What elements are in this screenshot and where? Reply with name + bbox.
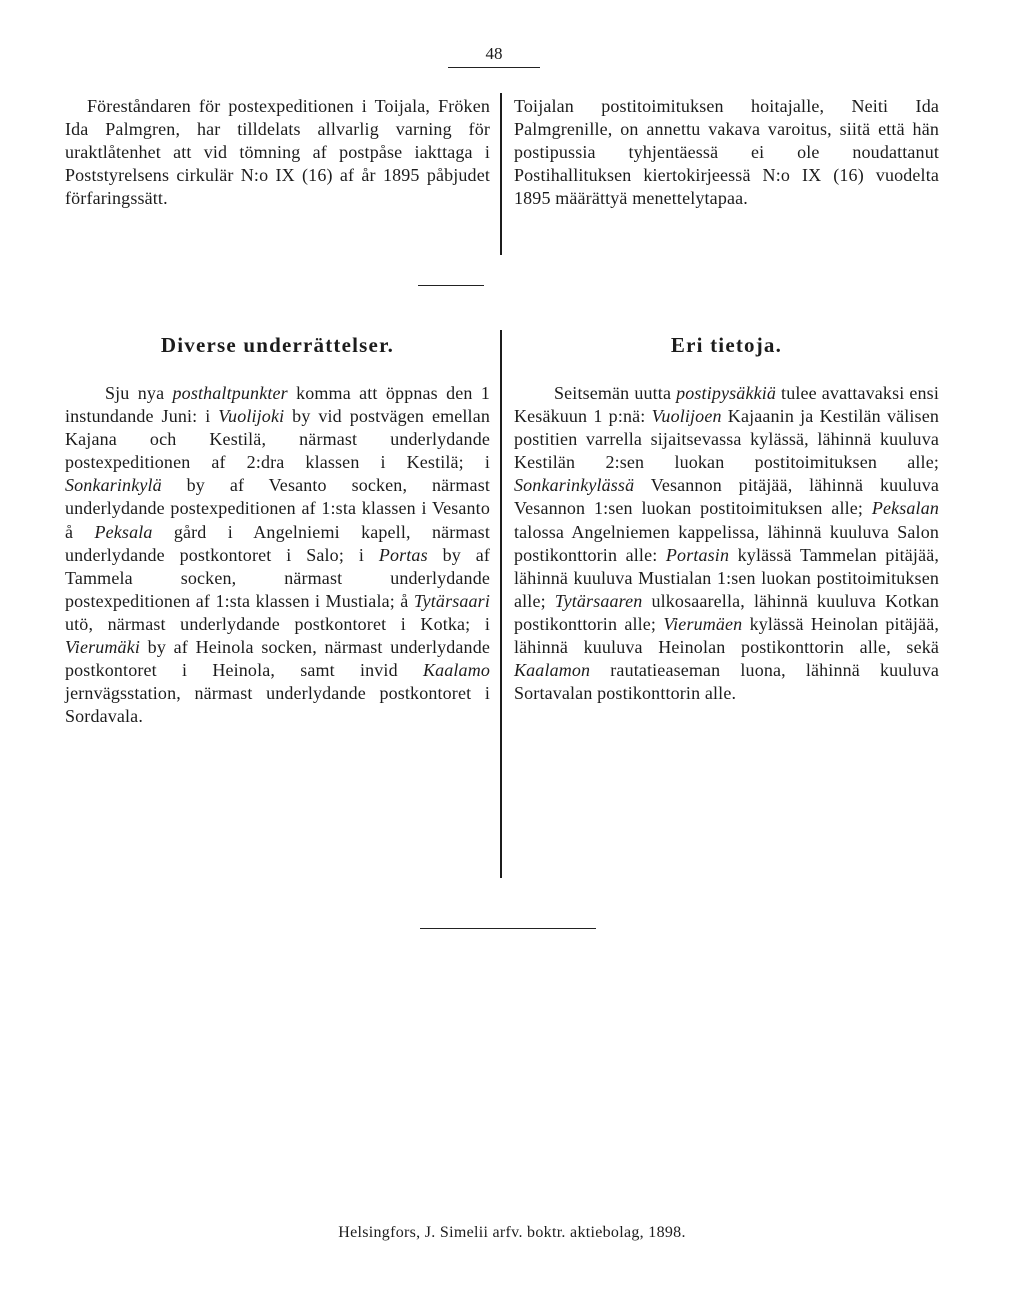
announcement-finnish-paragraph — [514, 382, 939, 705]
text-run: jernvägsstation, närmast underlydande postkontoret i Sordavala. — [65, 683, 490, 727]
place-name-italic: Tytärsaaren — [554, 590, 643, 611]
page-number-rule — [448, 67, 540, 68]
section-separator-rule — [418, 285, 484, 286]
place-name-italic: Kaalamon — [514, 660, 591, 681]
place-name-italic: postipysäkkiä — [676, 383, 777, 403]
text-run: by af Tammela socken, närmast underlydande postexpeditionen af 1:sta klassen i Mustiala; å — [65, 544, 491, 611]
place-name-italic: Sonkarinkylä — [65, 475, 162, 496]
place-name-italic: Peksalan — [871, 498, 939, 519]
text-run: by vid postvägen emellan Kajana och Kestilä, närmast underlydande postexpeditionen af 2:dra klassen i Kestilä; i — [65, 406, 490, 473]
text-run: Kajaanin ja Kestilän välisen postitien varrella sijaitsevassa kylässä, lähinnä kuuluva Kestilän 2:sen luokan postitoimituksen alle; — [514, 406, 940, 473]
place-name-italic: Vierumäki — [65, 637, 140, 658]
text-run: Sju nya — [105, 383, 173, 403]
text-run: kylässä Heinolan pitäjää, lähinnä kuuluva Heinolan postikonttorin alle, sekä — [514, 613, 939, 658]
end-rule — [420, 928, 596, 929]
column-divider-top — [500, 93, 502, 255]
place-name-italic: Portasin — [665, 544, 730, 565]
heading-finnish: Eri tietoja. — [670, 333, 783, 357]
text-run: komma att öppnas den 1 instundande Juni: i — [65, 383, 491, 427]
text-run: talossa Angelniemen kappelissa, lähinnä kuuluva Salon postikonttorin alle: — [514, 521, 939, 565]
text-run: by af Vesanto socken, närmast underlydande postexpeditionen af 1:sta klassen i Vesanto å — [65, 475, 490, 542]
page-number: 48 — [485, 44, 503, 63]
place-name-italic: Sonkarinkylässä — [514, 475, 635, 496]
place-name-italic: Vuolijoki — [218, 406, 285, 427]
notice-swedish-text: Föreståndaren för postexpeditionen i Toijala, Fröken Ida Palmgren, har tilldelats allvarlig varning för uraktlåtenhet att vid tömning af postpåse iakttaga i Poststyrelsens cirkulär N:o IX (16) af år 1895 påbjudet förfaringssätt. — [65, 96, 490, 209]
notice-finnish-text: Toijalan postitoimituksen hoitajalle, Neiti Ida Palmgrenille, on annettu vakava varoitus, siitä että hän postipussia tyhjentäessä ei ole noudattanut Postihallituksen kiertokirjeessä N:o IX (16) vuodelta 1895 määrättyä menettelytapaa. — [514, 96, 939, 209]
text-run: Seitsemän uutta — [554, 383, 677, 403]
place-name-italic: Peksala — [94, 521, 153, 542]
column-divider-bottom — [500, 330, 502, 878]
text-run: by af Heinola socken, närmast underlydande postkontoret i Heinola, samt invid — [65, 637, 490, 681]
text-run: ulkosaarella, lähinnä kuuluva Kotkan postikonttorin alle; — [514, 590, 939, 634]
place-name-italic: Vierumäen — [663, 613, 743, 634]
place-name-italic: Tytärsaari — [413, 590, 490, 611]
text-run: rautatieaseman luona, lähinnä kuuluva Sortavalan postikonttorin alle. — [514, 660, 939, 704]
text-run: tulee avattavaksi ensi Kesäkuun 1 p:nä: — [514, 383, 939, 427]
place-name-italic: Vuolijoen — [651, 406, 722, 427]
place-name-italic: posthaltpunkter — [172, 383, 288, 403]
heading-swedish: Diverse underrättelser. — [160, 333, 395, 357]
text-run: gård i Angelniemi kapell, närmast underlydande postkontoret i Salo; i — [65, 521, 490, 565]
text-run: utö, närmast underlydande postkontoret i Kotka; i — [65, 613, 490, 634]
place-name-italic: Kaalamo — [422, 660, 490, 681]
place-name-italic: Portas — [378, 544, 428, 565]
text-run: kylässä Tammelan pitäjää, lähinnä kuuluva Mustialan 1:sen luokan postitoimituksen alle; — [514, 544, 940, 611]
printer-imprint: Helsingfors, J. Simelii arfv. boktr. aktiebolag, 1898. — [338, 1224, 686, 1241]
text-run: Vesannon pitäjää, lähinnä kuuluva Vesannon 1:sen luokan postitoimituksen alle; — [514, 475, 939, 519]
announcement-swedish-paragraph — [65, 382, 490, 728]
